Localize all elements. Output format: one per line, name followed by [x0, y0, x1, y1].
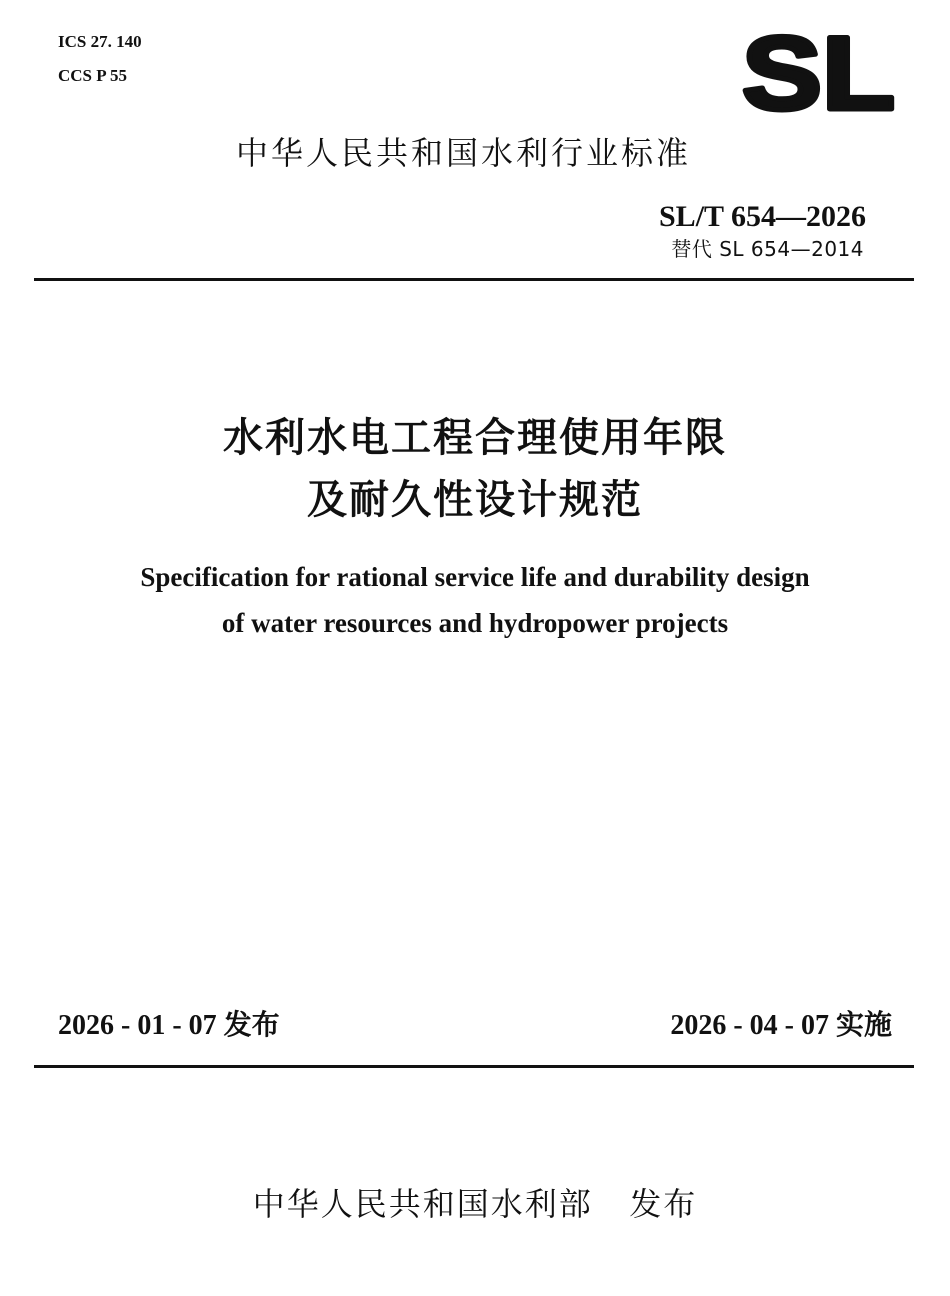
replaces-label: 替代 SL 654—2014 [671, 237, 864, 261]
ccs-code: CCS P 55 [58, 66, 127, 85]
sl-logo-text: SL [742, 31, 895, 113]
implement-date: 2026 - 04 - 07 实施 [670, 1010, 892, 1041]
standard-category: 中华人民共和国水利行业标准 [236, 134, 692, 172]
title-en-line2: of water resources and hydropower projects [221, 608, 729, 638]
ics-code: ICS 27. 140 [58, 32, 142, 51]
title-cn-line1: 水利水电工程合理使用年限 [223, 415, 727, 461]
standard-number: SL/T 654—2026 [659, 200, 866, 233]
divider-top [34, 278, 914, 281]
publisher: 中华人民共和国水利部 发布 [252, 1185, 698, 1223]
divider-bottom [34, 1065, 914, 1068]
title-en-line1: Specification for rational service life and durability design [140, 562, 810, 592]
sl-logo [742, 31, 897, 113]
publish-date: 2026 - 01 - 07 发布 [58, 1010, 280, 1041]
title-cn-line2: 及耐久性设计规范 [307, 477, 643, 523]
